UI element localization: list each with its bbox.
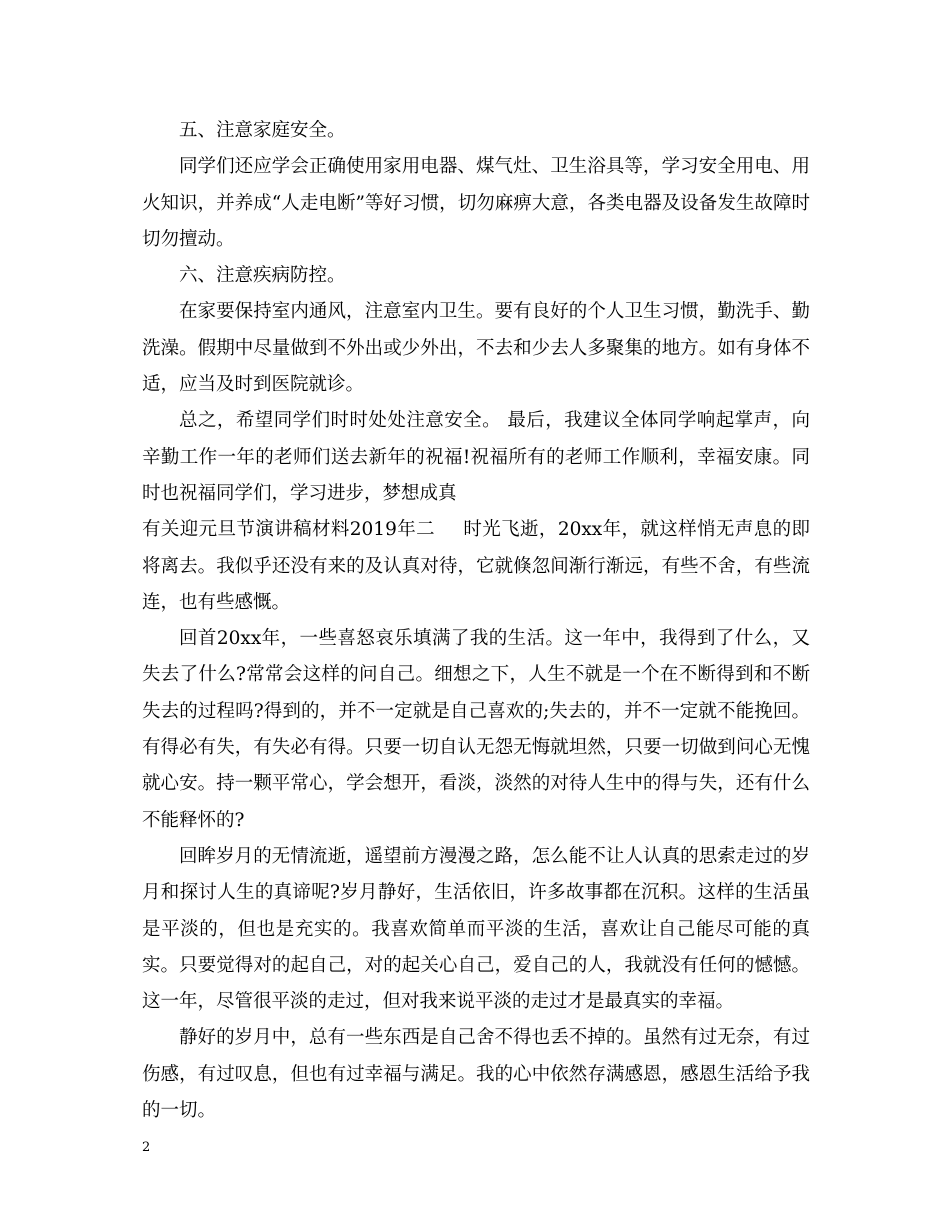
- page-number: 2: [142, 1140, 151, 1155]
- document-body: [142, 113, 810, 1129]
- paragraph-looking-back: 回首20xx年，一些喜怒哀乐填满了我的生活。这一年中，我得到了什么，又失去了什么?常常会这样的问自己。细想之下，人生不就是一个在不断得到和不断失去的过程吗?得到的，并不一定就是自己喜欢的;失去的，并不一定就不能挽回。有得必有失，有失必有得。只要一切自认无怨无悔就坦然，只要一切做到问心无愧就心安。持一颗平常心，学会想开，看淡，淡然的对待人生中的得与失，还有什么不能释怀的?: [142, 628, 810, 831]
- paragraph-disease-prevention: 在家要保持室内通风，注意室内卫生。要有良好的个人卫生习惯，勤洗手、勤洗澡。假期中尽量做到不外出或少外出，不去和少去人多聚集的地方。如有身体不适，应当及时到医院就诊。: [142, 301, 810, 396]
- paragraph-reflection: 回眸岁月的无情流逝，遥望前方漫漫之路，怎么能不让人认真的思索走过的岁月和探讨人生的真谛呢?岁月静好，生活依旧，许多故事都在沉积。这样的生活虽是平淡的，但也是充实的。我喜欢简单而平淡的生活，喜欢让自己能尽可能的真实。只要觉得对的起自己，对的起关心自己，爱自己的人，我就没有任何的憾憾。这一年，尽管很平淡的走过，但对我来说平淡的走过才是最真实的幸福。: [142, 845, 810, 1013]
- section-title: 有关迎元旦节演讲稿材料2019年二: [142, 519, 435, 541]
- heading-disease-prevention: 六、注意疾病防控。: [179, 265, 346, 287]
- paragraph-conclusion: 总之，希望同学们时时处处注意安全。 最后，我建议全体同学响起掌声，向辛勤工作一年的老师们送去新年的祝福!祝福所有的老师工作顺利，幸福安康。同时也祝福同学们，学习进步，梦想成真: [142, 410, 810, 504]
- section-first-paragraph: 时光飞逝，20xx年，就这样悄无声息的即将离去。我似乎还没有来的及认真对待，它就倏忽间渐行渐远，有些不舍，有些流连，也有些感慨。: [142, 519, 810, 613]
- paragraph-home-safety: 同学们还应学会正确使用家用电器、煤气灶、卫生浴具等，学习安全用电、用火知识，并养成“人走电断”等好习惯，切勿麻痹大意，各类电器及设备发生故障时切勿擅动。: [142, 156, 810, 250]
- paragraph-gratitude: 静好的岁月中，总有一些东西是自己舍不得也丢不掉的。虽然有过无奈，有过伤感，有过叹息，但也有过幸福与满足。我的心中依然存满感恩，感恩生活给予我的一切。: [142, 1027, 810, 1122]
- section-start: [142, 512, 810, 621]
- heading-home-safety: 五、注意家庭安全。: [179, 120, 346, 141]
